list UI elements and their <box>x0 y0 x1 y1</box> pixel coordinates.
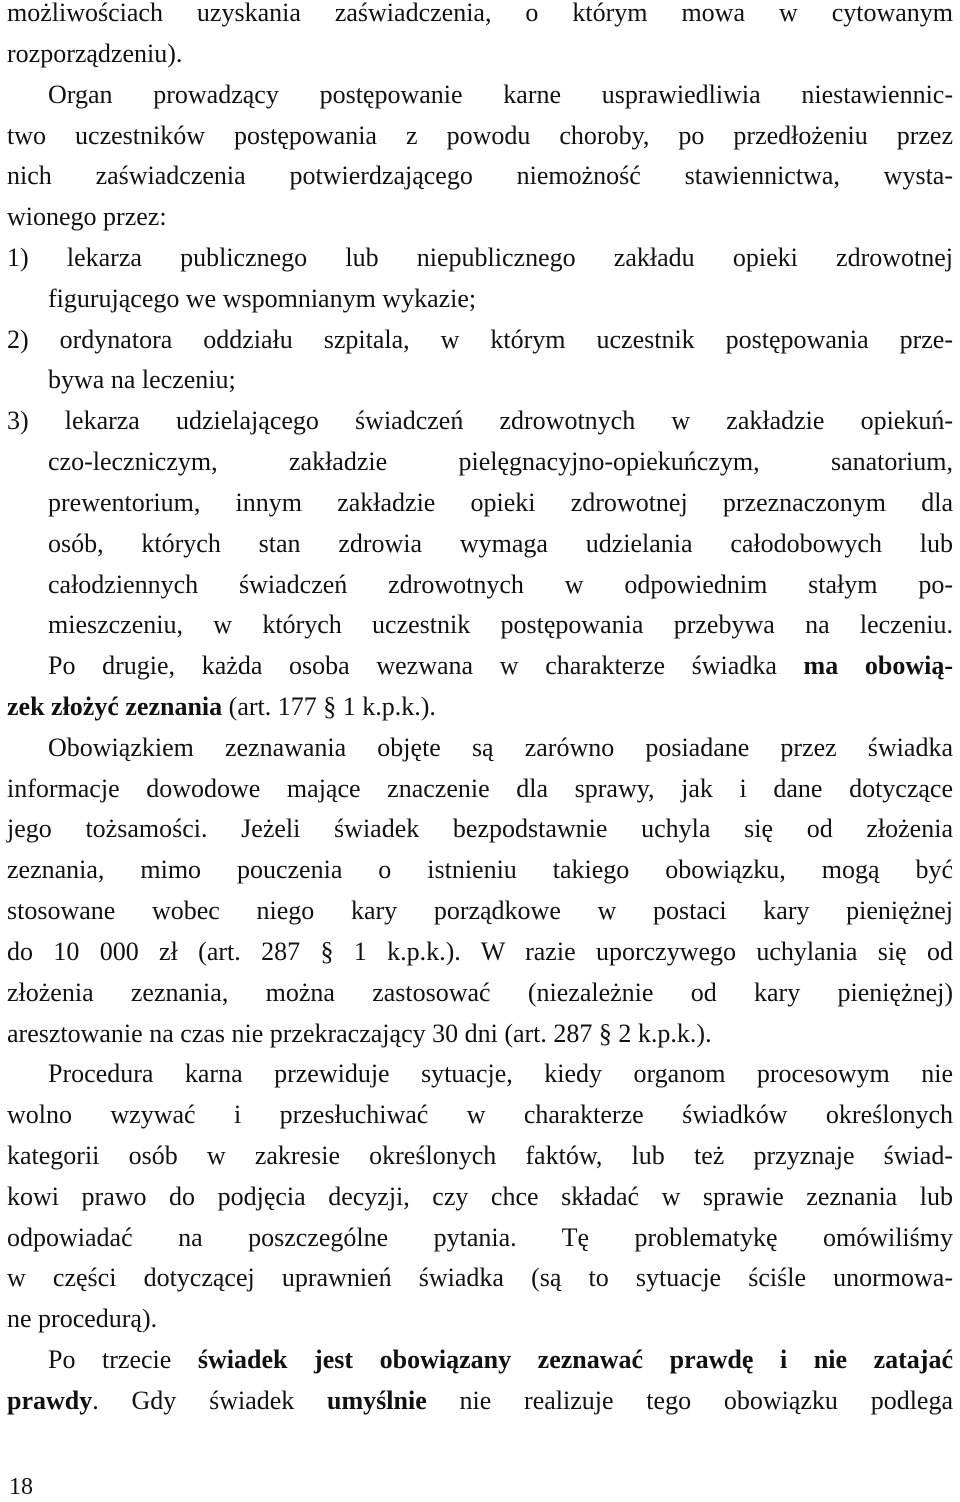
text-segment: 1 k.p.k.). W razie uporczywego uchylania się od <box>333 936 954 966</box>
text-segment: 1 k.p.k.). <box>336 691 436 721</box>
text-line: wionego przez: <box>7 202 167 232</box>
text-line: złożenia zeznania, można zastosować (niezależnie od kary pieniężnej) <box>7 977 953 1007</box>
section-sign: § <box>598 1018 612 1048</box>
text-line: stosowane wobec niego kary porządkowe w postaci kary pieniężnej <box>7 896 953 925</box>
text-segment: Po trzecie <box>48 1345 198 1375</box>
text-line <box>48 646 953 686</box>
text-line: zeznania, mimo pouczenia o istnieniu takiego obowiązku, mogą być <box>7 855 953 885</box>
text-line: kategorii osób w zakresie określonych faktów, lub też przyznaje świad- <box>7 1141 953 1170</box>
bold-text: zek złożyć zeznania <box>7 691 223 721</box>
text-line: odpowiadać na poszczególne pytania. Tę problematykę omówiliśmy <box>7 1222 953 1252</box>
text-line: jego tożsamości. Jeżeli świadek bezpodstawnie uchyla się od złożenia <box>7 814 953 844</box>
text-line: wolno wzywać i przesłuchiwać w charakterze świadków określonych <box>7 1100 953 1130</box>
text-segment: do 10 000 zł (art. 287 <box>7 936 321 966</box>
text-line: informacje dowodowe mające znaczenie dla sprawy, jak i dane dotyczące <box>7 773 953 803</box>
text-line: nich zaświadczenia potwierdzającego niemożność stawiennictwa, wysta- <box>7 161 953 191</box>
text-line: Obowiązkiem zeznawania objęte są zarówno posiadane przez świadka <box>48 732 953 762</box>
text-line: w części dotyczącej uprawnień świadka (są to sytuacje ściśle unormowa- <box>7 1263 953 1293</box>
text-segment: 2 k.p.k.). <box>611 1018 712 1048</box>
text-segment: Po drugie, każda osoba wezwana w charakterze świadka <box>48 651 804 681</box>
text-line: prewentorium, innym zakładzie opieki zdrowotnej przeznaczonym dla <box>48 487 953 517</box>
text-line: two uczestników postępowania z powodu choroby, po przedłożeniu przez <box>7 120 953 150</box>
bold-text: umyślnie <box>327 1385 427 1415</box>
text-line <box>7 1014 953 1054</box>
text-line <box>7 932 953 972</box>
text-line: ne procedurą). <box>7 1304 158 1334</box>
text-line: osób, których stan zdrowia wymaga udzielania całodobowych lub <box>48 528 953 558</box>
text-line: mieszczeniu, w których uczestnik postępowania przebywa na leczeniu. <box>48 610 953 640</box>
page-number: 18 <box>9 1474 33 1500</box>
text-line: bywa na leczeniu; <box>48 365 236 395</box>
text-line <box>48 1340 953 1380</box>
text-line <box>7 687 953 727</box>
bold-text: prawdy <box>7 1385 93 1415</box>
text-line: możliwościach uzyskania zaświadczenia, o którym mowa w cytowanym <box>7 0 953 27</box>
text-line: 1) lekarza publicznego lub niepublicznego zakładu opieki zdrowotnej <box>7 242 953 272</box>
text-line: 2) ordynatora oddziału szpitala, w którym uczestnik postępowania prze- <box>7 324 953 354</box>
text-line: całodziennych świadczeń zdrowotnych w odpowiednim stałym po- <box>48 569 953 599</box>
text-line <box>7 1381 953 1421</box>
section-sign: § <box>320 936 334 966</box>
text-line: rozporządzeniu). <box>7 38 183 68</box>
text-line: 3) lekarza udzielającego świadczeń zdrowotnych w zakładzie opiekuń- <box>7 406 953 436</box>
text-segment: . Gdy świadek <box>92 1385 328 1415</box>
bold-text: świadek jest obowiązany zeznawać prawdę i nie zatajać <box>197 1345 953 1375</box>
text-line: Procedura karna przewiduje sytuacje, kiedy organom procesowym nie <box>48 1059 953 1089</box>
text-line: figurującego we wspomnianym wykazie; <box>48 283 477 313</box>
bold-text: ma obowią- <box>803 651 953 681</box>
text-line: czo-leczniczym, zakładzie pielęgnacyjno-opiekuńczym, sanatorium, <box>48 447 953 476</box>
text-segment: nie realizuje tego obowiązku podlega <box>426 1385 953 1415</box>
text-line: kowi prawo do podjęcia decyzji, czy chce składać w sprawie zeznania lub <box>7 1181 953 1211</box>
text-segment: (art. 177 <box>222 691 324 721</box>
section-sign: § <box>323 691 337 721</box>
text-segment: aresztowanie na czas nie przekraczający 30 dni (art. 287 <box>7 1018 599 1048</box>
text-line: Organ prowadzący postępowanie karne usprawiedliwia niestawiennic- <box>48 79 953 109</box>
